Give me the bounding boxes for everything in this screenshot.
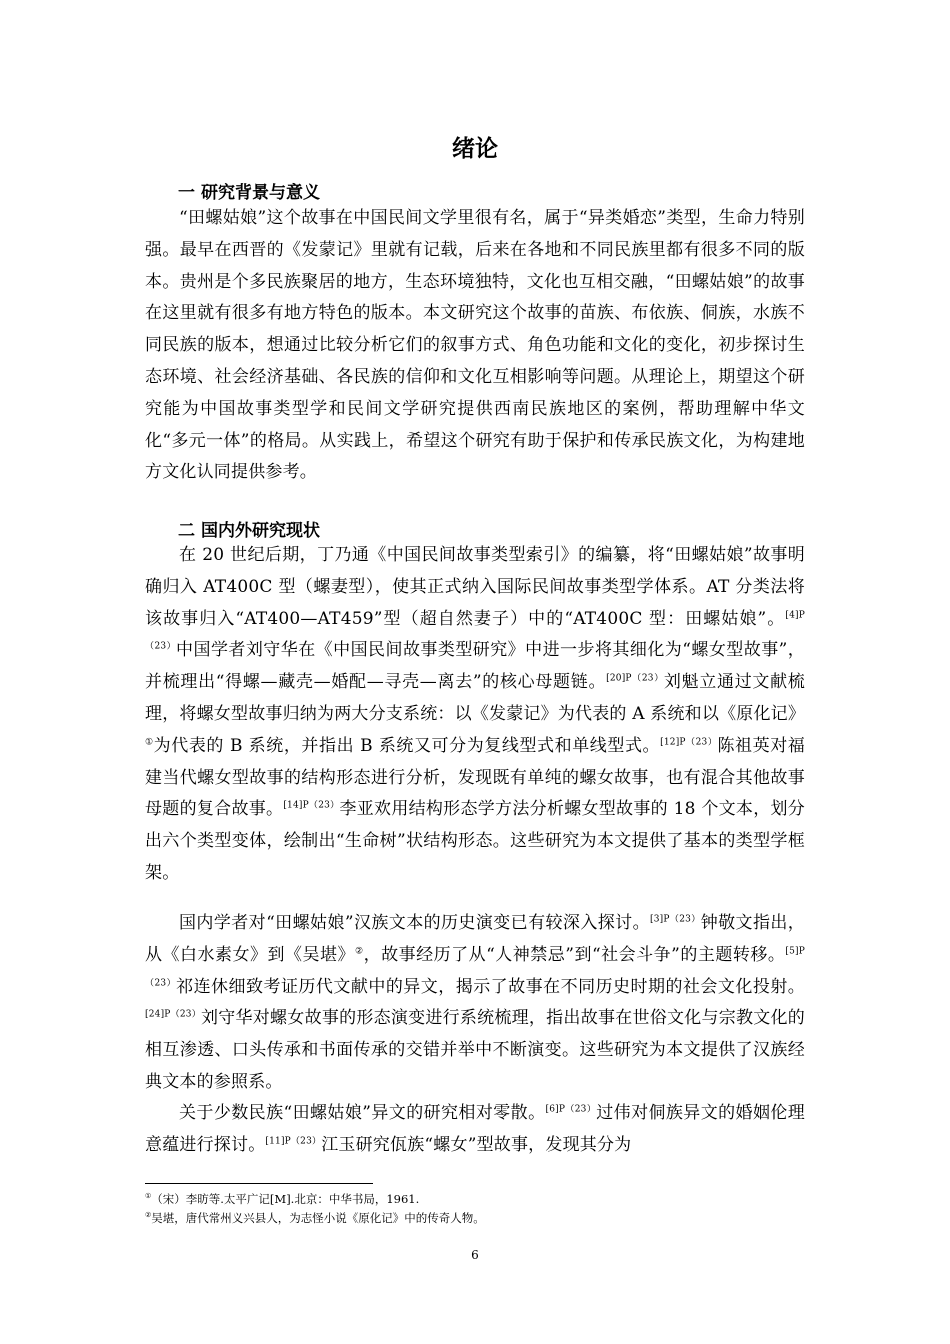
paragraph-research-status-3 [145,1098,805,1162]
footnote-text: （宋）李昉等.太平广记[M].北京：中华书局，1961. [151,1192,420,1206]
citation: [6]P（23） [545,1104,597,1115]
text-run: 江玉研究佤族“螺女”型故事，发现其分为 [321,1134,632,1155]
text-run: 中国学者刘守华在《中国民间故事类型研究》中进一步将其细化为“螺女型故事”，并梳理出“得螺—藏壳—婚配—寻壳—离去”的核心母题链。 [145,640,805,693]
section-title: 国内外研究现状 [201,521,320,541]
citation: [11]P（23） [265,1136,322,1147]
text-run: 刘魁立通过文献梳理，将螺女型故事归纳为两大分支系统：以《发蒙记》为代表的 A 系统和以《原化记》 [145,672,806,724]
text-run: 刘守华对螺女故事的形态演变进行系统梳理，指出故事在世俗文化与宗教文化的相互渗透、口头传承和书面传承的交错并举中不断演变。这些研究为本文提供了汉族经典文本的参照系。 [145,1008,805,1092]
citation: [5]P（23） [145,946,805,988]
citation: [12]P（23） [660,737,718,748]
footnote-mark: ① [145,1192,152,1201]
text-run: 为代表的 B 系统，并指出 B 系统又可分为复线型式和单线型式。 [153,735,661,756]
footnote-ref[interactable]: ② [355,946,364,957]
section-number: 二 [178,521,195,541]
section-heading-2 [178,520,326,542]
citation: [20]P（23） [606,673,664,684]
text-run: 国内学者对“田螺姑娘”汉族文本的历史演变已有较深入探讨。 [179,913,650,933]
paragraph-background: “田螺姑娘”这个故事在中国民间文学里很有名，属于“异类婚恋”类型，生命力特别强。最早在西晋的《发蒙记》里就有记载，后来在各地和不同民族里都有很多不同的版本。贵州是个多民族聚居的地方，生态环境独特，文化也互相交融，“田螺姑娘”的故事在这里就有很多有地方特色的版本。本文研究这个故事的苗族、布依族、侗族，水族不同民族的版本，想通过比较分析它们的叙事方式、角色功能和文化的变化，初步探讨生态环境、社会经济基础、各民族的信仰和文化互相影响等问题。从理论上，期望这个研究能为中国故事类型学和民间文学研究提供西南民族地区的案例，帮助理解中华文化“多元一体”的格局。从实践上，希望这个研究有助于保护和传承民族文化，为构建地方文化认同提供参考。 [145,208,805,483]
citation: [24]P（23） [145,1009,202,1020]
footnote-text: 吴堪，唐代常州义兴县人，为志怪小说《原化记》中的传奇人物。 [151,1211,485,1225]
text-run: 关于少数民族“田螺姑娘”异文的研究相对零散。 [179,1103,546,1123]
citation: [3]P（23） [650,914,701,925]
text-run: 李亚欢用结构形态学方法分析螺女型故事的 18 个文本，划分出六个类型变体，绘制出“生命树”状结构形态。这些研究为本文提供了基本的类型学框架。 [145,799,805,883]
citation: [14]P（23） [283,800,340,811]
text-run: ，故事经历了从“人神禁忌”到“社会斗争”的主题转移。 [363,944,786,965]
footnote-mark: ② [145,1211,152,1220]
paragraph-research-status-1 [145,540,805,890]
section-title: 研究背景与意义 [201,183,320,203]
text-run: 过伟对侗族异文的婚姻伦理意蕴进行探讨。 [145,1103,805,1155]
footnote-ref[interactable]: ① [145,737,154,748]
section-number: 一 [178,183,195,203]
footnote-2 [145,1210,805,1226]
footnote-divider [145,1183,373,1184]
text-run: 在 20 世纪后期，丁乃通《中国民间故事类型索引》的编纂，将“田螺姑娘”故事明确归入 AT400C 型（螺妻型），使其正式纳入国际民间故事类型学体系。AT 分类法将该故事归入“AT400—AT459”型（超自然妻子）中的“AT400C 型：田螺姑娘”。 [145,545,805,629]
text-run: 祁连休细致考证历代文献中的异文，揭示了故事在不同历史时期的社会文化投射。 [176,976,805,997]
page-number: 6 [471,1248,479,1262]
page-title: 绪论 [452,136,498,162]
text-run: 钟敬文指出，从《白水素女》到《吴堪》 [145,913,805,965]
section-heading-1 [178,182,326,204]
text-run: 陈祖英对福建当代螺女型故事的结构形态进行分析，发现既有单纯的螺女故事，也有混合其他故事母题的复合故事。 [145,735,805,820]
footnote-1 [145,1191,805,1207]
citation: [4]P（23） [145,609,805,652]
paragraph-research-status-2 [145,908,805,1099]
